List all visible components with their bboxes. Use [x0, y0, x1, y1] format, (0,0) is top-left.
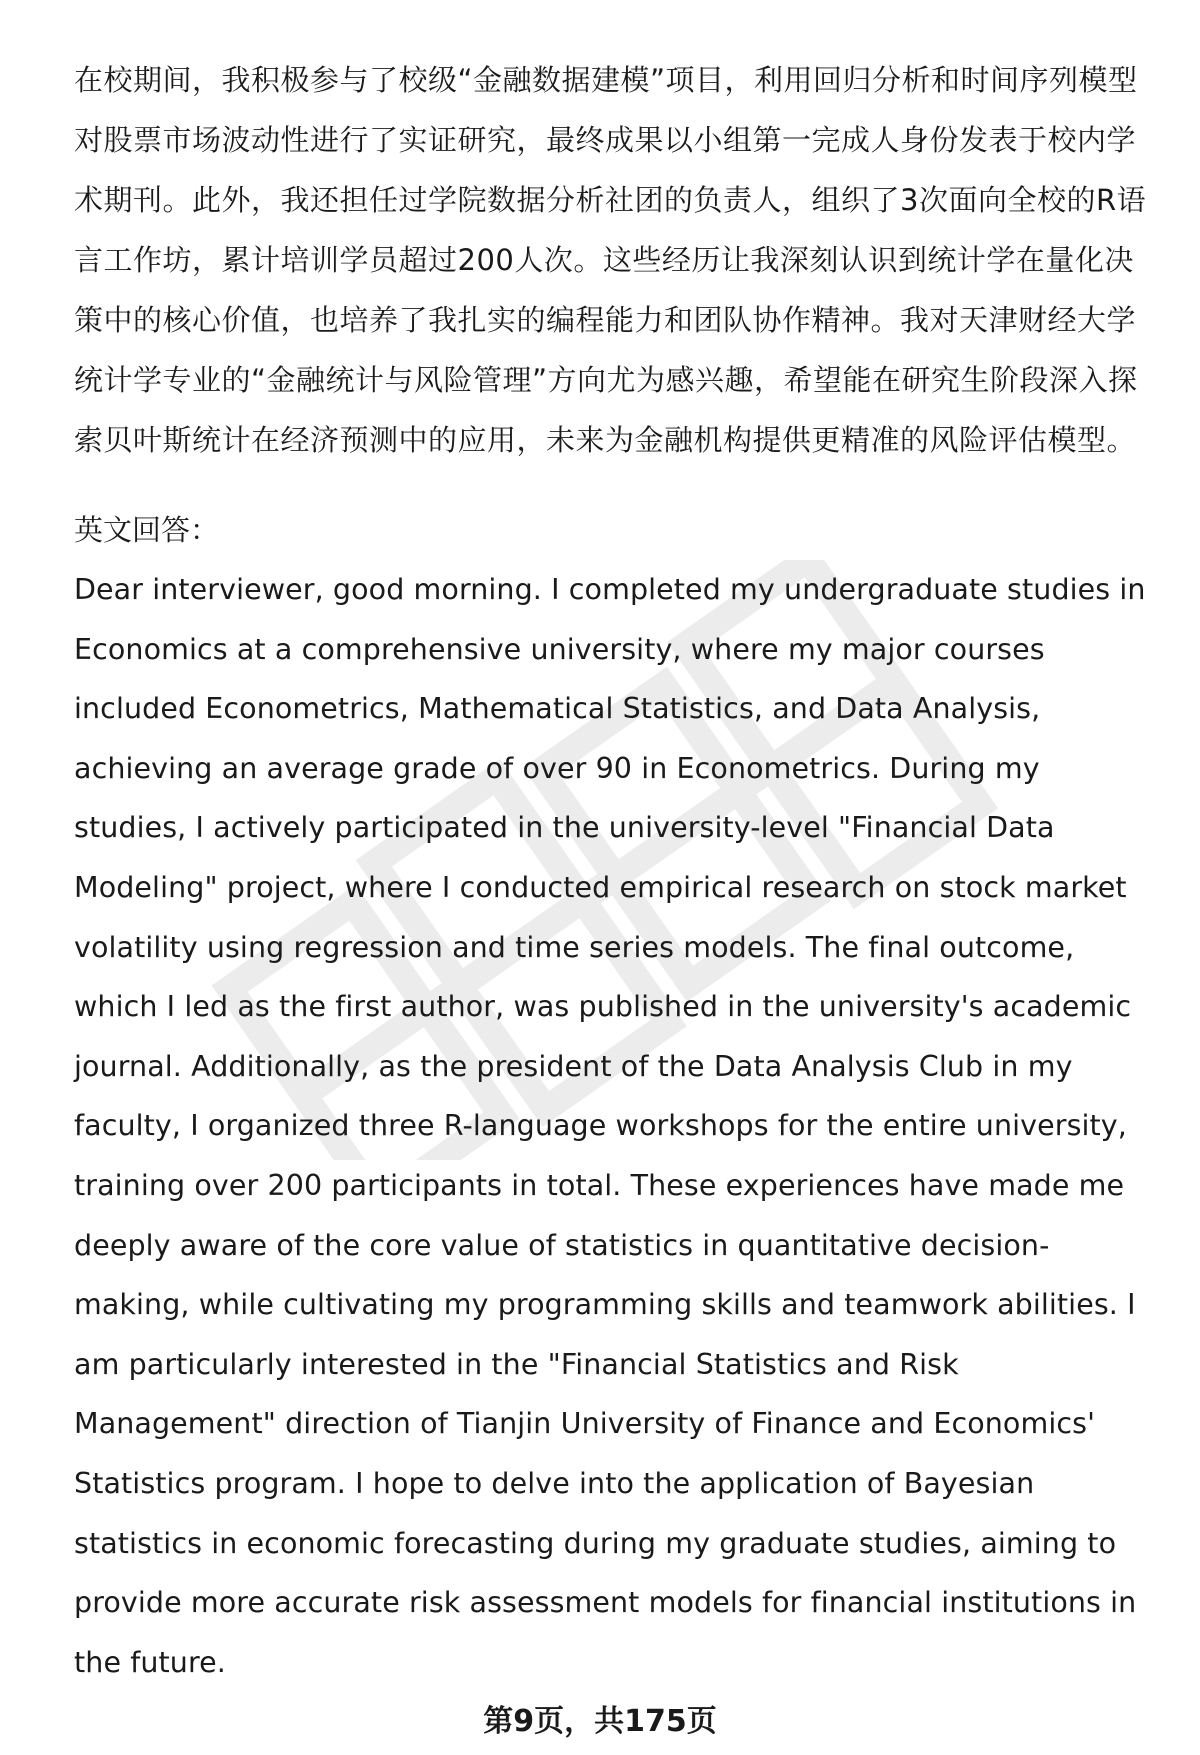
- english-answer-paragraph: Dear interviewer, good morning. I completed my undergraduate studies in Economics at a comprehensive university, where my major courses included Econometrics, Mathematical Statistics, and Data Analysis, achieving an average grade of over 90 in Econometrics. During my studies, I actively participated in the university-level "Financial Data Modeling" project, where I conducted empirical research on stock market volatility using regression and time series models. The final outcome, which I led as the first author, was published in the university's academic journal. Additionally, as the president of the Data Analysis Club in my faculty, I organized three R-language workshops for the entire university, training over 200 participants in total. These experiences have made me deeply aware of the core value of statistics in quantitative decision-making, while cultivating my programming skills and teamwork abilities. I am particularly interested in the "Financial Statistics and Risk Management" direction of Tianjin University of Finance and Economics' Statistics program. I hope to delve into the application of Bayesian statistics in economic forecasting during my graduate studies, aiming to provide more accurate risk assessment models for financial institutions in the future.: [74, 573, 1146, 1679]
- chinese-answer-paragraph: 在校期间，我积极参与了校级“金融数据建模”项目，利用回归分析和时间序列模型对股票市场波动性进行了实证研究，最终成果以小组第一完成人身份发表于校内学术期刊。此外，我还担任过学院数据分析社团的负责人，组织了3次面向全校的R语言工作坊，累计培训学员超过200人次。这些经历让我深刻认识到统计学在量化决策中的核心价值，也培养了我扎实的编程能力和团队协作精神。我对天津财经大学统计学专业的“金融统计与风险管理”方向尤为感兴趣，希望能在研究生阶段深入探索贝叶斯统计在经济预测中的应用，未来为金融机构提供更精准的风险评估模型。: [74, 63, 1147, 457]
- document-body: [74, 50, 1154, 1692]
- english-answer-label: 英文回答：: [74, 513, 220, 547]
- page-number: 第9页，共175页: [483, 1704, 717, 1739]
